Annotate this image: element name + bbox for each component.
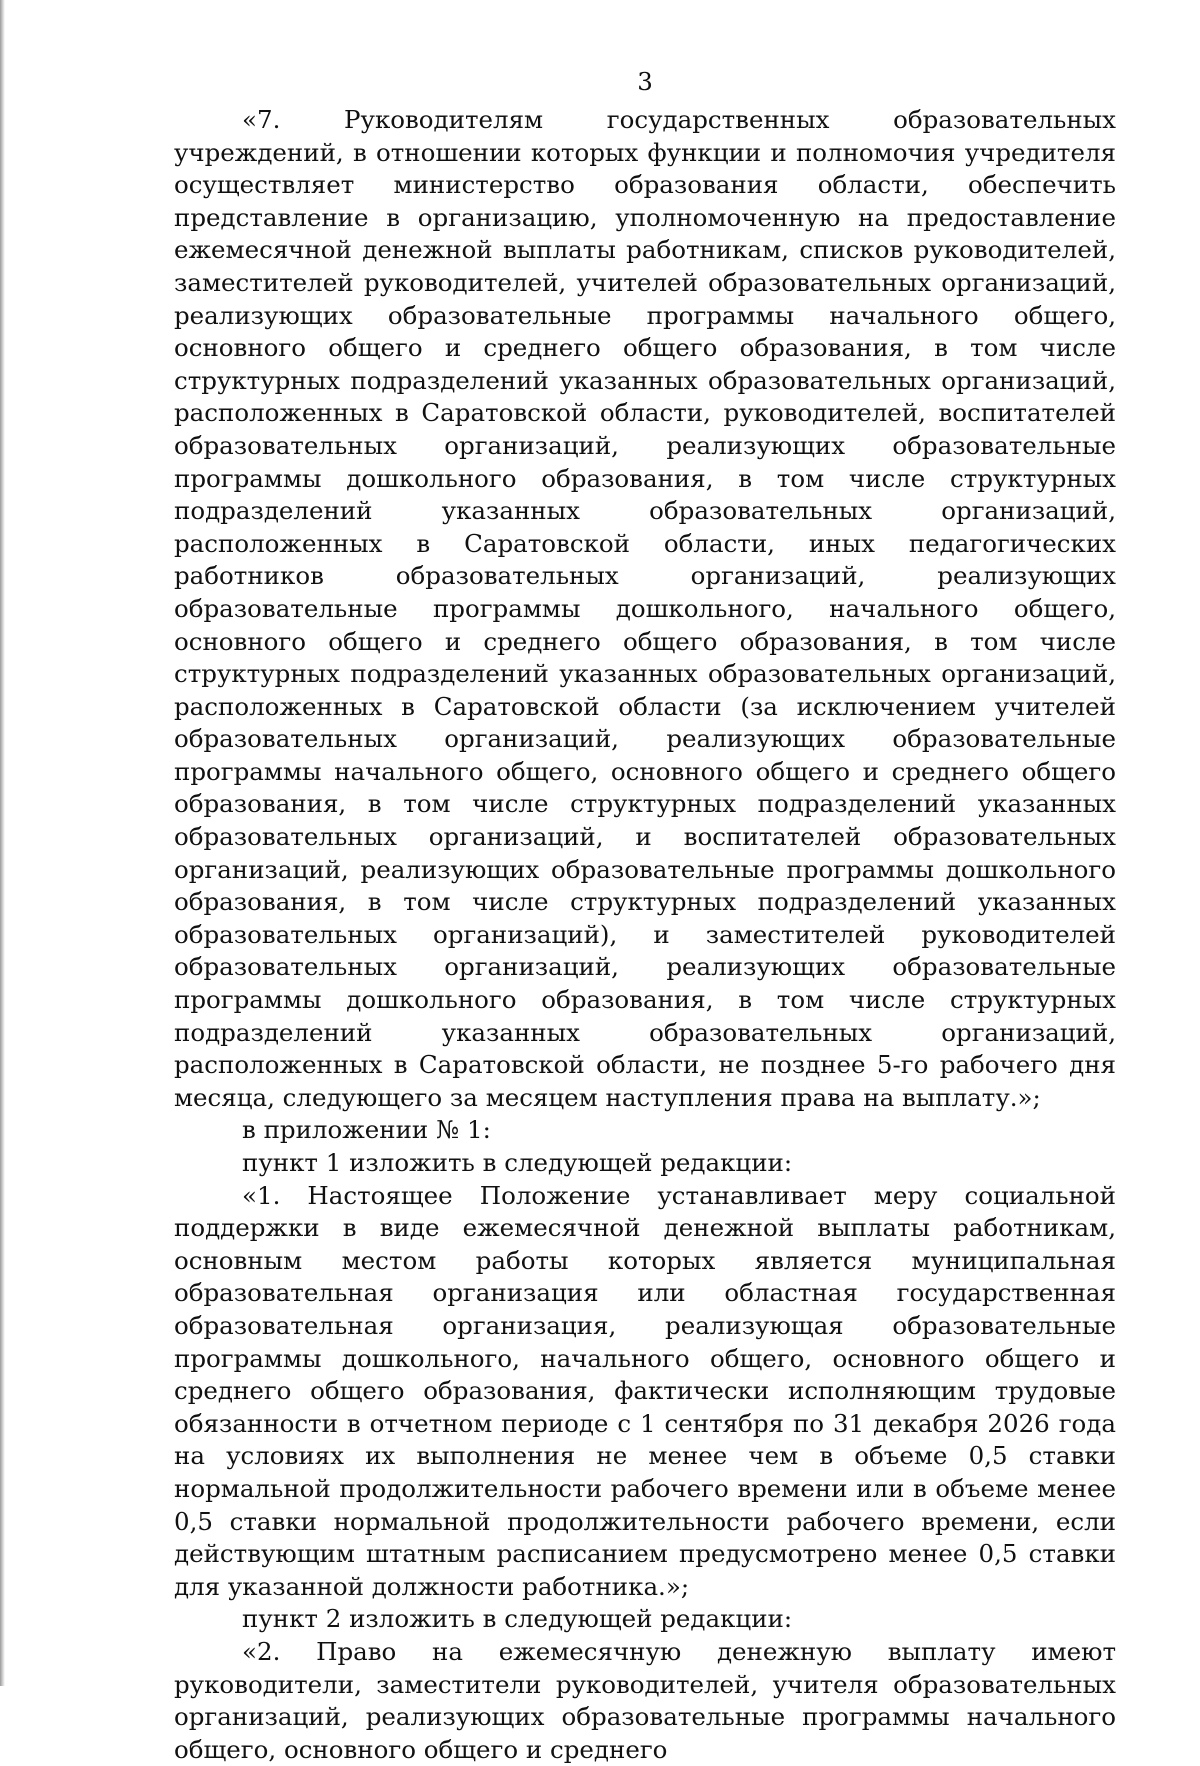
page-number: 3 [637,67,653,96]
paragraph-item-7: «7. Руководителям государственных образовательных учреждений, в отношении которых функции и полномочия учредителя осуществляет министерство образования области, обеспечить представление в организацию, уполномоченную на предоставление ежемесячной денежной выплаты работникам, списков руководителей, заместителей руководителей, учителей образовательных организаций, реализующих образовательные программы начального общего, основного общего и среднего общего образования, в том числе структурных подразделений указанных образовательных организаций, расположенных в Саратовской области, руководителей, воспитателей образовательных организаций, реализующих образовательные программы дошкольного образования, в том числе структурных подразделений указанных образовательных организаций, расположенных в Саратовской области, иных педагогических работников образовательных организаций, реализующих образовательные программы дошкольного, начального общего, основного общего и среднего общего образования, в том числе структурных подразделений указанных образовательных организаций, расположенных в Саратовской области (за исключением учителей образовательных организаций, реализующих образовательные программы начального общего, основного общего и среднего общего образования, в том числе структурных подразделений указанных образовательных организаций, и воспитателей образовательных организаций, реализующих образовательные программы дошкольного образования, в том числе структурных подразделений указанных образовательных организаций), и заместителей руководителей образовательных организаций, реализующих образовательные программы дошкольного образования, в том числе структурных подразделений указанных образовательных организаций, расположенных в Саратовской области, не позднее 5-го рабочего дня месяца, следующего за месяцем наступления права на выплату.»; [174,105,1116,1112]
paragraph-point-1-text: «1. Настоящее Положение устанавливает меру социальной поддержки в виде ежемесячной денежной выплаты работникам, основным местом работы которых является муниципальная образовательная организация или областная государственная образовательная организация, реализующая образовательные программы дошкольного, начального общего, основного общего и среднего общего образования, фактически исполняющим трудовые обязанности в отчетном периоде с 1 сентября по 31 декабря 2026 года на условиях их выполнения не менее чем в объеме 0,5 ставки нормальной продолжительности рабочего времени или в объеме менее 0,5 ставки нормальной продолжительности рабочего времени, если действующим штатным расписанием предусмотрено менее 0,5 ставки для указанной должности работника.»; [174,1180,1116,1601]
paragraph-point-1-intro: пункт 1 изложить в следующей редакции: [242,1148,793,1177]
paragraph-point-2-intro: пункт 2 изложить в следующей редакции: [242,1604,793,1634]
scan-edge [0,0,5,1686]
paragraph-point-2-text: «2. Право на ежемесячную денежную выплату имеют руководители, заместители руководителей, учителя образовательных организаций, реализующих образовательные программы начального общего, основного общего и среднего [174,1636,1116,1764]
document-page [174,66,1116,1766]
paragraph-appendix-1: в приложении № 1: [242,1115,491,1145]
